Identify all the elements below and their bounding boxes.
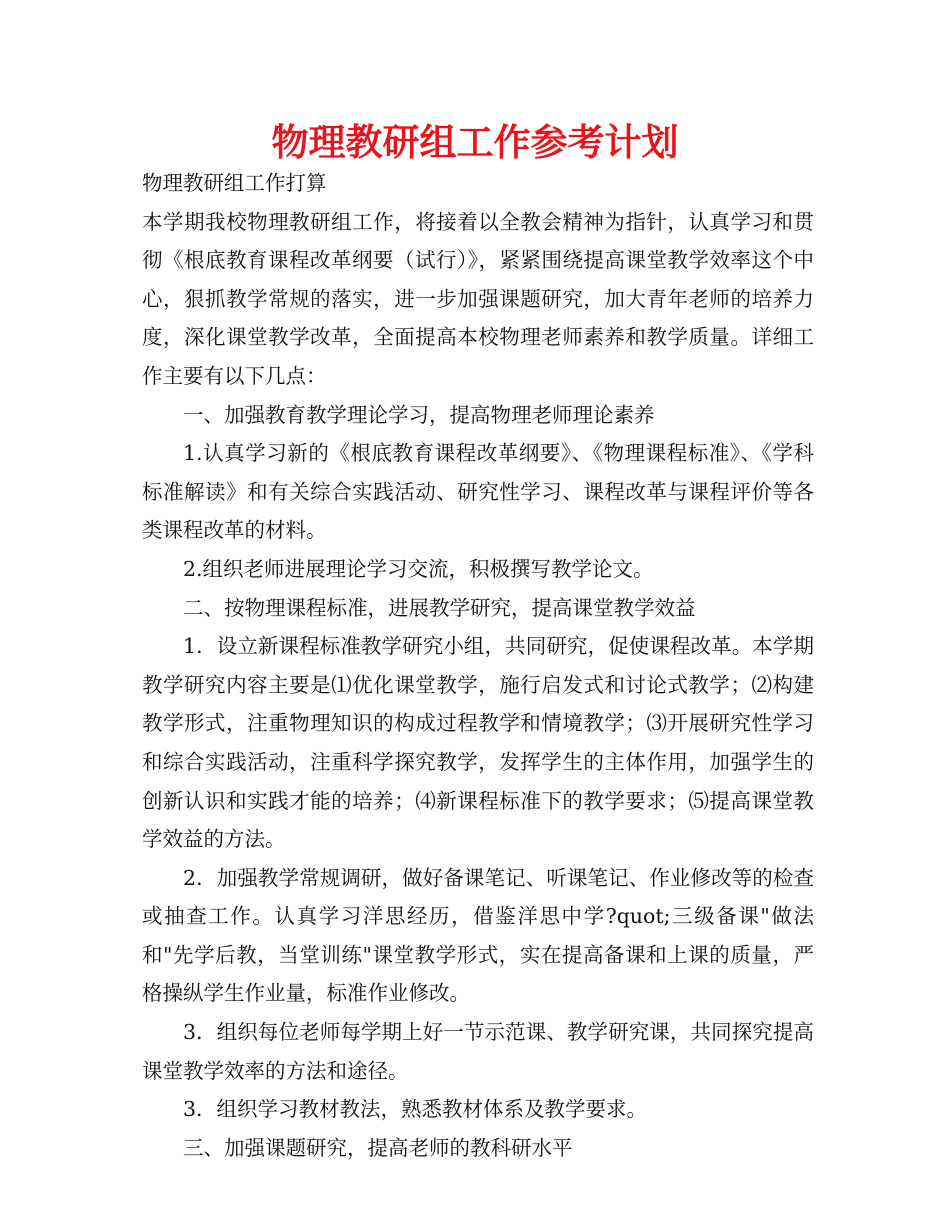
paragraph-item: 2.组织老师进展理论学习交流，积极撰写教学论文。: [183, 556, 654, 581]
paragraph-intro: 本学期我校物理教研组工作，将接着以全教会精神为指针，认真学习和贯彻《根底教育课程改革纲要（试行）》，紧紧围绕提高课堂教学效率这个中心，狠抓教学常规的落实，进一步加强课题研究，加大青年老师的培养力度，深化课堂教学改革，全面提高本校物理老师素养和教学质量。详细工作主要有以下几点：: [142, 209, 814, 388]
section-heading-3: 三、加强课题研究，提高老师的教科研水平: [183, 1135, 573, 1160]
paragraph-item: 3．组织每位老师每学期上好一节示范课、教学研究课，共同探究提高课堂教学效率的方法和途径。: [142, 1020, 814, 1083]
section-heading-2: 二、按物理课程标准，进展教学研究，提高课堂教学效益: [183, 595, 696, 620]
document-title: 物理教研组工作参考计划: [271, 121, 679, 164]
document-subtitle: 物理教研组工作打算: [142, 171, 327, 195]
paragraph-item: 3．组织学习教材教法，熟悉教材体系及教学要求。: [183, 1097, 648, 1122]
paragraph-item: 1．设立新课程标准教学研究小组，共同研究，促使课程改革。本学期教学研究内容主要是⑴优化课堂教学，施行启发式和讨论式教学；⑵构建教学形式，注重物理知识的构成过程教学和情境教学；⑶开展研究性学习和综合实践活动，注重科学探究教学，发挥学生的主体作用，加强学生的创新认识和实践才能的培养；⑷新课程标准下的教学要求；⑸提高课堂教学效益的方法。: [142, 634, 814, 852]
paragraph-item: 1.认真学习新的《根底教育课程改革纲要》、《物理课程标准》、《学科标准解读》和有关综合实践活动、研究性学习、课程改革与课程评价等各类课程改革的材料。: [142, 441, 814, 543]
document-body: [142, 164, 814, 1167]
paragraph-item: 2．加强教学常规调研，做好备课笔记、听课笔记、作业修改等的检查或抽查工作。认真学习洋思经历，借鉴洋思中学?quot;三级备课"做法和"先学后教，当堂训练"课堂教学形式，实在提高备课和上课的质量，严格操纵学生作业量，标准作业修改。: [142, 865, 814, 1006]
section-heading-1: 一、加强教育教学理论学习，提高物理老师理论素养: [183, 402, 655, 427]
